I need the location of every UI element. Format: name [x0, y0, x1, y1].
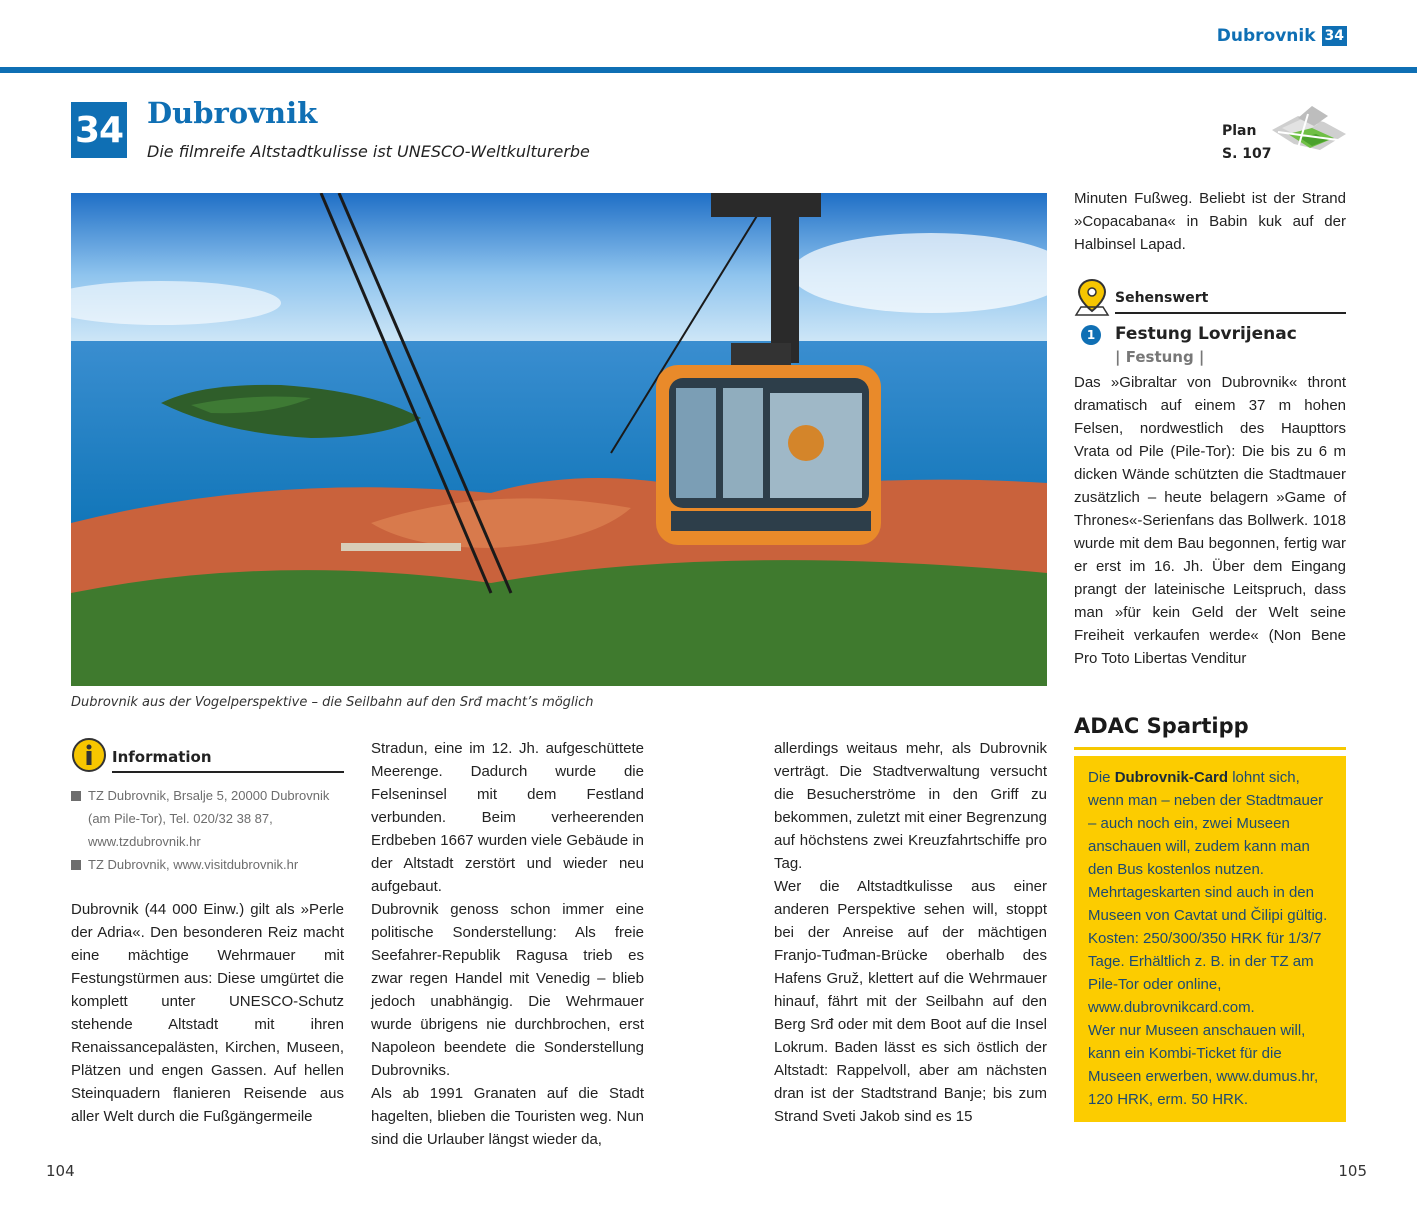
sights-heading: Sehenswert: [1115, 290, 1209, 306]
plan-page: S. 107: [1222, 146, 1272, 162]
information-header: [71, 737, 344, 775]
information-item: TZ Dubrovnik, www.visitdubrovnik.hr: [71, 853, 344, 876]
body-paragraph: allerdings weitaus mehr, als Dubrovnik verträgt. Die Stadtverwaltung versucht die Besucherströme in den Griff zu bekommen, zuletzt mit einer Begrenzung auf höchstens zwei Kreuzfahrtschiffe pro Tag.: [774, 740, 1047, 872]
tip-heading: ADAC Spartipp: [1074, 714, 1249, 738]
plan-reference[interactable]: [1222, 120, 1272, 166]
page-number-left: 104: [46, 1162, 75, 1180]
sights-header: [1074, 277, 1346, 317]
body-paragraph: Als ab 1991 Granaten auf die Stadt hagelten, blieben die Touristen weg. Nun sind die Urlauber längst wieder da,: [371, 1085, 644, 1148]
sight-number-badge: 1: [1081, 325, 1101, 345]
chapter-number-box: 34: [71, 102, 127, 158]
body-paragraph: Wer die Altstadtkulisse aus einer anderen Perspektive sehen will, stoppt bei der Anreise auf der mächtigen Franjo-Tuđman-Brücke oberhalb des Hafens Gruž, klettert auf die Wehrmauer hinauf, fährt mit der Seilbahn auf den Berg Srđ oder mit dem Boot auf die Insel Lokrum. Baden lässt es sich östlich der Altstadt: Rappelvoll, aber am nächsten dran ist der Stadtstrand Banje; bis zum Strand Sveti Jakob sind es 15: [774, 878, 1047, 1125]
body-column-2: [371, 737, 644, 1151]
header-rule: [0, 67, 1417, 73]
tip-paragraph: [1088, 766, 1332, 1019]
page-number-right: 105: [1338, 1162, 1367, 1180]
sights-rule: [1115, 312, 1346, 314]
information-heading: Information: [112, 748, 212, 766]
sight-category: | Festung |: [1115, 348, 1205, 366]
body-paragraph: Dubrovnik (44 000 Einw.) gilt als »Perle der Adria«. Den besonderen Reiz macht eine mächtige Wehrmauer mit Festungstürmen aus: Diese umgürtet die komplett unter UNESCO-Schutz stehende Altstadt mit ihren Renaissancepalästen, Kirchen, Museen, Plätzen und engen Gassen. Auf hellen Steinquadern flanieren Reisende aus aller Welt durch die Fußgängermeile: [71, 901, 344, 1125]
information-list: [71, 784, 344, 876]
page-title: Dubrovnik: [147, 96, 318, 130]
page-subtitle: Die filmreife Altstadtkulisse ist UNESCO-Weltkulturerbe: [147, 142, 590, 161]
information-item: TZ Dubrovnik, Brsalje 5, 20000 Dubrovnik (am Pile-Tor), Tel. 020/32 38 87, www.tzdubrovnik.hr: [71, 784, 344, 853]
information-rule: [112, 771, 344, 773]
sight-title: Festung Lovrijenac: [1115, 324, 1297, 344]
location-pin-icon: [1074, 277, 1110, 317]
tip-bold: Dubrovnik-Card: [1114, 769, 1229, 786]
running-header-badge: 34: [1322, 26, 1347, 46]
body-column-4: [1074, 187, 1346, 256]
plan-label: Plan: [1222, 123, 1257, 139]
body-paragraph: Stradun, eine im 12. Jh. aufgeschüttete Meerenge. Dadurch wurde die Felseninsel mit dem Festland verbunden. Beim verheerenden Erdbeben 1667 wurden viele Gebäude in der Altstadt zerstört und wieder neu aufgebaut.: [371, 740, 644, 895]
hero-photo: [71, 193, 1047, 686]
map-icon: [1268, 104, 1348, 164]
photo-caption: Dubrovnik aus der Vogelperspektive – die Seilbahn auf den Srđ macht’s möglich: [71, 695, 594, 710]
body-paragraph: Minuten Fußweg. Beliebt ist der Strand »Copacabana« in Babin kuk auf der Halbinsel Lapad.: [1074, 190, 1346, 253]
body-paragraph: Das »Gibraltar von Dubrovnik« thront dramatisch auf einem 37 m hohen Felsen, nordwestlich des Haupttors Vrata od Pile (Pile-Tor): Die bis zu 6 m dicken Wände schützten die Stadtmauer zusätzlich – heute belagern »Game of Thrones«-Serienfans das Bollwerk. 1018 wurde mit dem Bau begonnen, fertig war er erst im 16. Jh. Über dem Eingang prangt der lateinische Leitspruch, dass man »für kein Geld der Welt seine Freiheit verkaufen werde« (Non Bene Pro Toto Libertas Venditur: [1074, 374, 1346, 667]
tip-box: [1074, 756, 1346, 1122]
tip-rule: [1074, 747, 1346, 750]
info-icon: [71, 737, 107, 773]
tip-text: Die: [1088, 769, 1115, 786]
body-column-1: [71, 898, 344, 1128]
sight-description: [1074, 371, 1346, 670]
running-header: [1217, 26, 1347, 46]
body-column-3: [774, 737, 1047, 1128]
running-header-title: Dubrovnik: [1216, 26, 1316, 46]
tip-paragraph: Wer nur Museen anschauen will, kann ein Kombi-Ticket für die Museen erwerben, www.dumus.hr, 120 HRK, erm. 50 HRK.: [1088, 1022, 1319, 1108]
tip-text: lohnt sich, wenn man – neben der Stadtmauer – auch noch ein, zwei Museen anschauen will, zudem kann man den Bus kostenlos nutzen. Mehrtageskarten sind auch in den Museen von Cavtat und Čilipi gültig. Kosten: 250/300/350 HRK für 1/3/7 Tage. Erhältlich z. B. in der TZ am Pile-Tor oder online, www.dubrovnikcard.com.: [1088, 769, 1328, 1016]
body-paragraph: Dubrovnik genoss schon immer eine politische Sonderstellung: Als freie Seefahrer-Republik Ragusa trieb es zwar regen Handel mit Venedig – blieb jedoch unabhängig. Die Wehrmauer wurde übrigens nie durchbrochen, erst Napoleon beendete die Sonderstellung Dubrovniks.: [371, 901, 644, 1079]
